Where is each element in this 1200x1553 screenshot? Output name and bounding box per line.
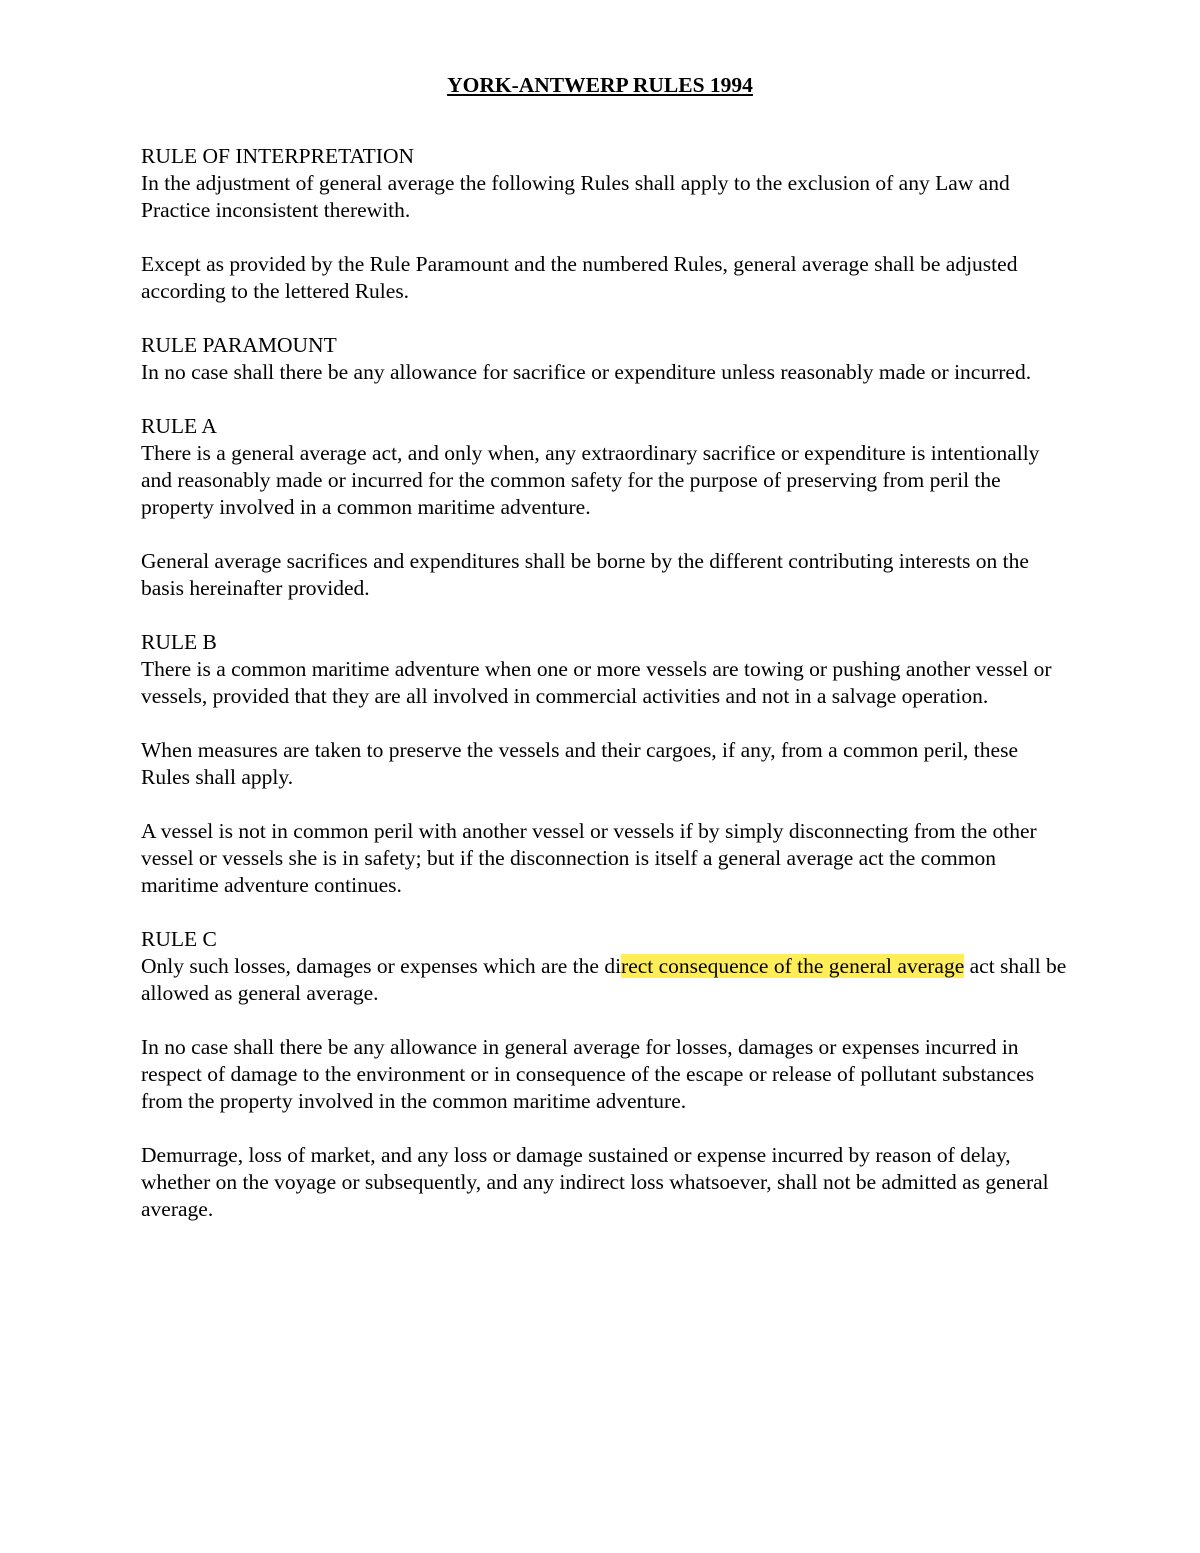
paragraph: General average sacrifices and expenditures shall be borne by the different contributing interests on the basis hereinafter provided. xyxy=(141,549,1029,600)
section-rule-b xyxy=(141,629,1071,899)
paragraph-text-before-highlight: Only such losses, damages or expenses which are the di xyxy=(141,954,622,978)
section-heading: RULE A xyxy=(141,414,217,438)
paragraph: There is a general average act, and only when, any extraordinary sacrifice or expenditure is intentionally and reasonably made or incurred for the common safety for the purpose of preserving from peril the property involved in a common maritime adventure. xyxy=(141,441,1040,519)
section-heading: RULE OF INTERPRETATION xyxy=(141,144,414,168)
section-heading: RULE PARAMOUNT xyxy=(141,333,337,357)
section-rule-a xyxy=(141,413,1071,602)
paragraph: There is a common maritime adventure when one or more vessels are towing or pushing another vessel or vessels, provided that they are all involved in commercial activities and not in a salvage operation. xyxy=(141,657,1052,708)
paragraph-text-after-highlight: act shall be allowed as general average. xyxy=(141,954,1067,1005)
section-heading: RULE C xyxy=(141,927,217,951)
section-rule-c xyxy=(141,926,1071,1223)
highlighted-text: rect consequence of the general average xyxy=(621,954,965,978)
document-title: YORK-ANTWERP RULES 1994 xyxy=(447,73,753,97)
paragraph: When measures are taken to preserve the vessels and their cargoes, if any, from a common peril, these Rules shall apply. xyxy=(141,738,1018,789)
paragraph: Demurrage, loss of market, and any loss or damage sustained or expense incurred by reason of delay, whether on the voyage or subsequently, and any indirect loss whatsoever, shall not be admitted as general average. xyxy=(141,1143,1049,1221)
paragraph: A vessel is not in common peril with another vessel or vessels if by simply disconnecting from the other vessel or vessels she is in safety; but if the disconnection is itself a general average act the common maritime adventure continues. xyxy=(141,819,1037,897)
section-rule-paramount xyxy=(141,332,1071,386)
paragraph: In the adjustment of general average the following Rules shall apply to the exclusion of any Law and Practice inconsistent therewith. xyxy=(141,171,1010,222)
document-body xyxy=(141,143,1071,1223)
section-heading: RULE B xyxy=(141,630,217,654)
paragraph: Except as provided by the Rule Paramount and the numbered Rules, general average shall be adjusted according to the lettered Rules. xyxy=(141,252,1018,303)
section-rule-of-interpretation xyxy=(141,143,1071,305)
paragraph: In no case shall there be any allowance in general average for losses, damages or expenses incurred in respect of damage to the environment or in consequence of the escape or release of pollutant substances from the property involved in the common maritime adventure. xyxy=(141,1035,1035,1113)
paragraph-with-highlight xyxy=(141,953,1071,1007)
paragraph: In no case shall there be any allowance for sacrifice or expenditure unless reasonably made or incurred. xyxy=(141,360,1032,384)
